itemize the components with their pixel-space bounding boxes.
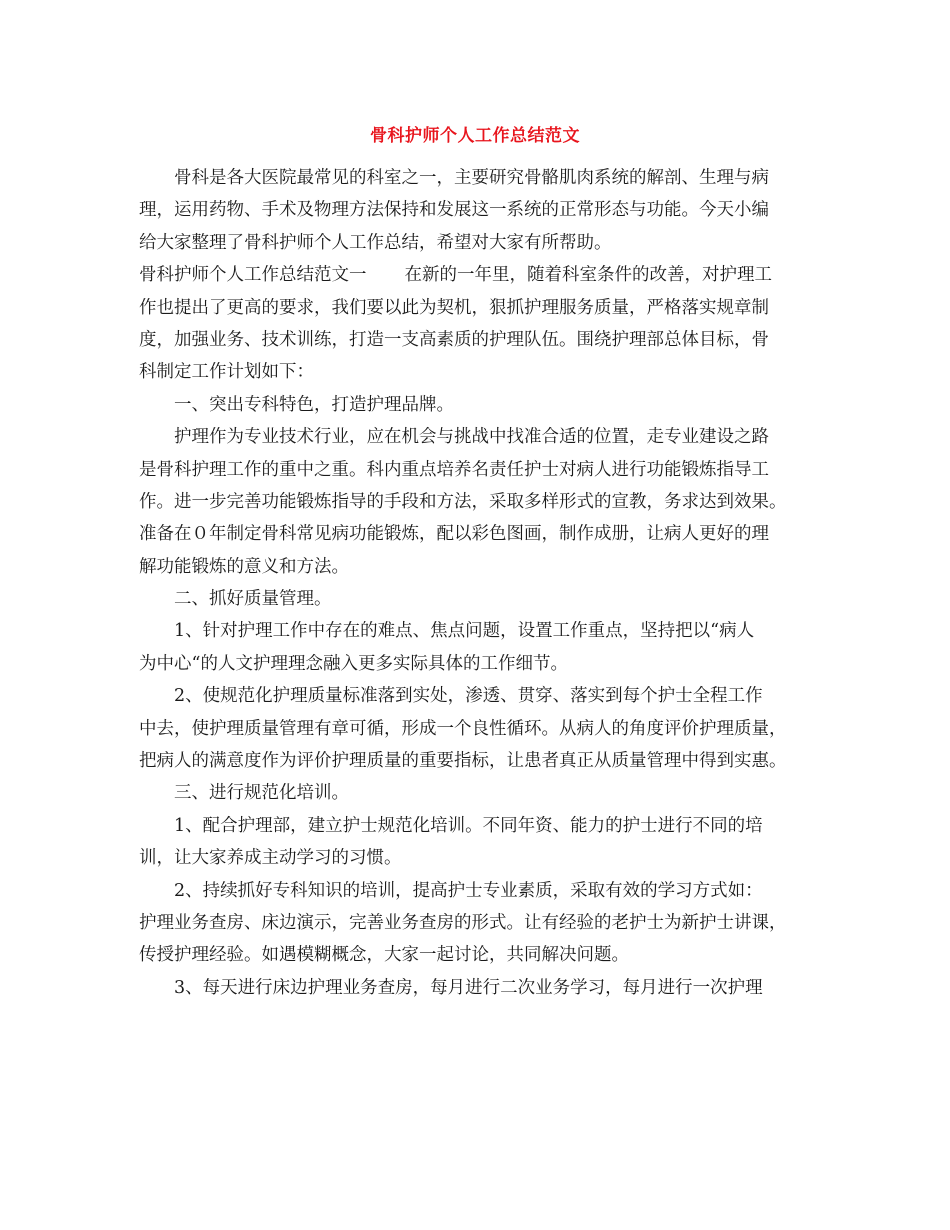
section-heading: 一、突出专科特色，打造护理品牌。 xyxy=(174,394,454,415)
paragraph-line: 1、配合护理部，建立护士规范化培训。不同年资、能力的护士进行不同的培 xyxy=(174,815,763,836)
paragraph-line: 传授护理经验。如遇模糊概念，大家一起讨论，共同解决问题。 xyxy=(139,945,629,966)
paragraph-line: 训，让大家养成主动学习的习惯。 xyxy=(139,848,402,869)
paragraph-line: 中去，使护理质量管理有章可循，形成一个良性循环。从病人的角度评价护理质量， xyxy=(139,718,787,739)
section-heading: 骨科护师个人工作总结范文一 xyxy=(139,265,367,286)
document-body xyxy=(139,162,825,1004)
paragraph-line: 作也提出了更高的要求，我们要以此为契机，狠抓护理服务质量，严格落实规章制 xyxy=(139,297,769,318)
paragraph-line: 理，运用药物、手术及物理方法保持和发展这一系统的正常形态与功能。今天小编 xyxy=(139,200,769,221)
section-heading: 三、进行规范化培训。 xyxy=(174,783,349,804)
paragraph-line: 把病人的满意度作为评价护理质量的重要指标，让患者真正从质量管理中得到实惠。 xyxy=(139,751,787,772)
paragraph-line: 骨科是各大医院最常见的科室之一，主要研究骨骼肌肉系统的解剖、生理与病 xyxy=(174,168,769,188)
paragraph-line: 为中心“的人文护理理念融入更多实际具体的工作细节。 xyxy=(139,653,568,674)
document-title: 骨科护师个人工作总结范文 xyxy=(370,126,580,146)
paragraph-line: 护理作为专业技术行业，应在机会与挑战中找准合适的位置，走专业建设之路 xyxy=(174,427,769,448)
paragraph-line: 2、持续抓好专科知识的培训，提高护士专业素质，采取有效的学习方式如： xyxy=(174,880,763,901)
paragraph-line: 解功能锻炼的意义和方法。 xyxy=(139,556,349,577)
paragraph-line: 准备在０年制定骨科常见病功能锻炼，配以彩色图画，制作成册，让病人更好的理 xyxy=(139,524,769,545)
paragraph-line xyxy=(139,259,825,291)
paragraph-line: 1、针对护理工作中存在的难点、焦点问题，设置工作重点，坚持把以“病人 xyxy=(174,621,755,642)
paragraph-line: 给大家整理了骨科护师个人工作总结，希望对大家有所帮助。 xyxy=(139,232,612,253)
paragraph-line: 2、使规范化护理质量标准落到实处，渗透、贯穿、落实到每个护士全程工作 xyxy=(174,686,763,707)
paragraph-text: 在新的一年里，随着科室条件的改善，对护理工 xyxy=(404,265,772,286)
paragraph-line: 3、每天进行床边护理业务查房，每月进行二次业务学习，每月进行一次护理 xyxy=(174,977,763,998)
paragraph-line: 护理业务查房、床边演示，完善业务查房的形式。让有经验的老护士为新护士讲课， xyxy=(139,912,787,933)
section-heading: 二、抓好质量管理。 xyxy=(174,589,332,610)
paragraph-line: 科制定工作计划如下： xyxy=(139,362,314,383)
paragraph-line: 是骨科护理工作的重中之重。科内重点培养名责任护士对病人进行功能锻炼指导工 xyxy=(139,459,769,480)
paragraph-line: 度，加强业务、技术训练，打造一支高素质的护理队伍。围绕护理部总体目标，骨 xyxy=(139,329,769,350)
paragraph-line: 作。进一步完善功能锻炼指导的手段和方法，采取多样形式的宣教，务求达到效果。 xyxy=(139,491,787,512)
